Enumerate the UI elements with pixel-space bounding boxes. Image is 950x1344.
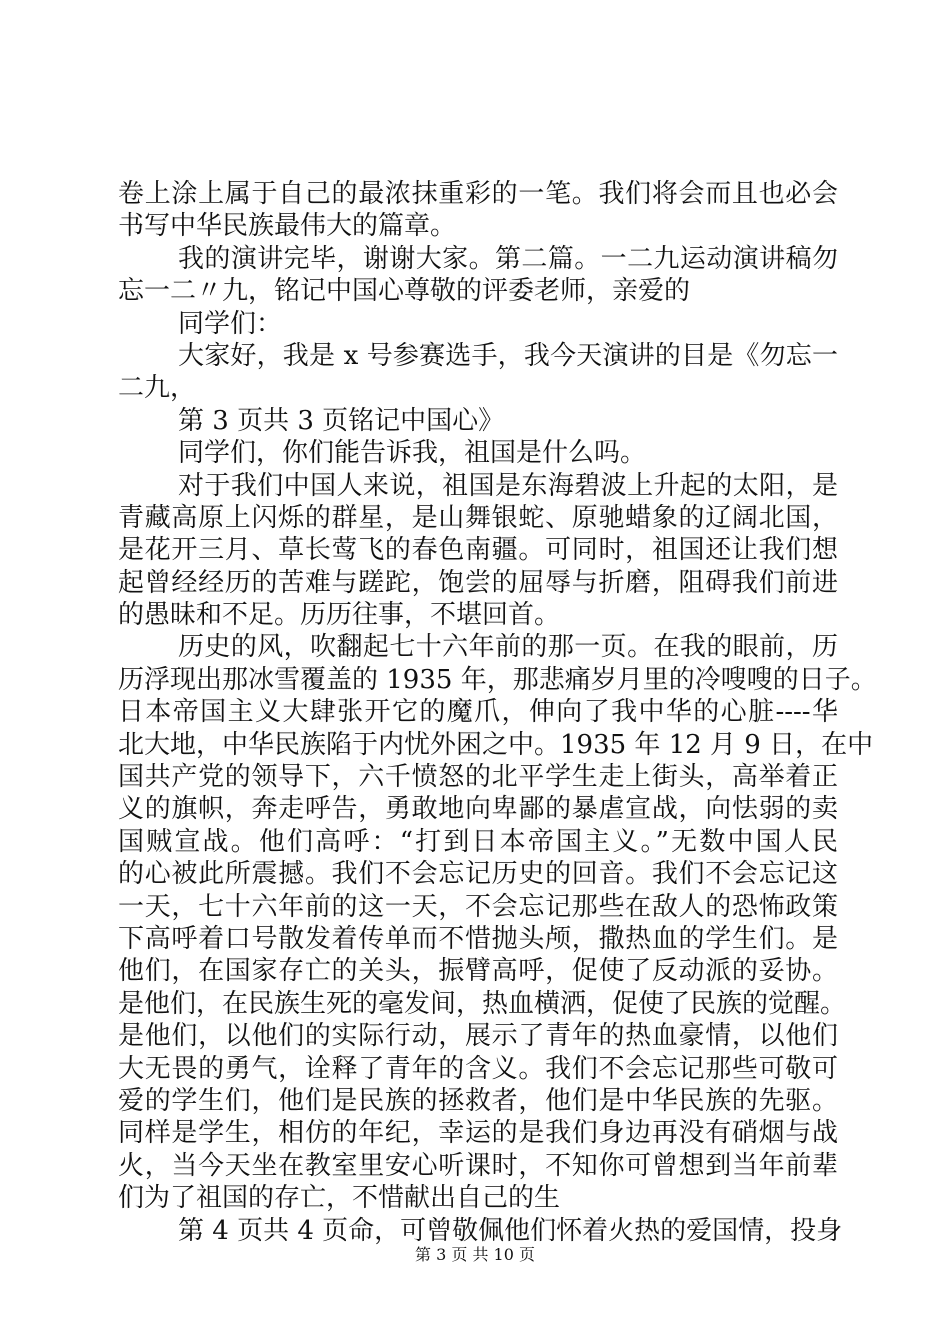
body-text-line: 是他们，以他们的实际行动，展示了青年的热血豪情，以他们 <box>118 1021 838 1052</box>
body-text-line: 第 4 页共 4 页命，可曾敬佩他们怀着火热的爱国情，投身 <box>178 1215 843 1246</box>
body-text-line: 国共产党的领导下，六千愤怒的北平学生走上街头，高举着正 <box>118 762 838 793</box>
body-text-line: 的心被此所震撼。我们不会忘记历史的回音。我们不会忘记这 <box>118 859 838 890</box>
body-text-line: 同学们： <box>178 308 283 339</box>
body-text-line: 义的旗帜，奔走呼告，勇敢地向卑鄙的暴虐宣战，向怯弱的卖 <box>118 794 838 825</box>
body-text-line: 的愚昧和不足。历历往事，不堪回首。 <box>118 600 561 631</box>
body-text-line: 下高呼着口号散发着传单而不惜抛头颅，撒热血的学生们。是 <box>118 923 838 954</box>
body-text-line: 历史的风，吹翻起七十六年前的那一页。在我的眼前，历 <box>178 632 838 663</box>
body-text-line: 是花开三月、草长莺飞的春色南疆。可同时，祖国还让我们想 <box>118 535 838 566</box>
body-text-line: 青藏高原上闪烁的群星，是山舞银蛇、原驰蜡象的辽阔北国， <box>118 502 838 533</box>
body-text-line: 对于我们中国人来说，祖国是东海碧波上升起的太阳，是 <box>178 470 838 501</box>
body-text-line: 我的演讲完毕，谢谢大家。第二篇。一二九运动演讲稿勿 <box>178 243 838 274</box>
body-text-line: 书写中华民族最伟大的篇章。 <box>118 211 457 242</box>
body-text-line: 二九， <box>118 373 197 404</box>
body-text-line: 国贼宣战。他们高呼：“打到日本帝国主义。”无数中国人民 <box>118 826 838 857</box>
body-text-line: 是他们，在民族生死的毫发间，热血横洒，促使了民族的觉醒。 <box>118 988 847 1019</box>
body-text-line: 忘一二〃九，铭记中国心尊敬的评委老师，亲爱的 <box>118 276 691 307</box>
document-body <box>118 178 877 1247</box>
body-text-line: 同样是学生，相仿的年纪，幸运的是我们身边再没有硝烟与战 <box>118 1118 838 1149</box>
body-text-line: 他们，在国家存亡的关头，振臂高呼，促使了反动派的妥协。 <box>118 956 838 987</box>
body-text-line: 火，当今天坐在教室里安心听课时，不知你可曾想到当年前辈 <box>118 1150 838 1181</box>
body-text-line: 同学们，你们能告诉我，祖国是什么吗。 <box>178 438 647 469</box>
body-text-line: 大家好，我是 x 号参赛选手，我今天演讲的目是《勿忘一 <box>178 340 838 371</box>
body-text-line: 一天，七十六年前的这一天，不会忘记那些在敌人的恐怖政策 <box>118 891 838 922</box>
body-text-line: 们为了祖国的存亡，不惜献出自己的生 <box>118 1183 561 1214</box>
body-text-line: 大无畏的勇气，诠释了青年的含义。我们不会忘记那些可敬可 <box>118 1053 838 1084</box>
body-text-line: 爱的学生们，他们是民族的拯救者，他们是中华民族的先驱。 <box>118 1085 838 1116</box>
body-text-line: 起曾经经历的苦难与蹉跎，饱尝的屈辱与折磨，阻碍我们前进 <box>118 567 838 598</box>
body-text-line: 卷上涂上属于自己的最浓抹重彩的一笔。我们将会而且也必会 <box>118 179 838 209</box>
page-footer: 第 3 页 共 10 页 <box>415 1245 535 1264</box>
body-text-line: 北大地，中华民族陷于内忧外困之中。1935 年 12 月 9 日，在中 <box>118 729 874 760</box>
body-text-line: 历浮现出那冰雪覆盖的 1935 年，那悲痛岁月里的冷嗖嗖的日子。 <box>118 664 877 695</box>
body-text-line: 日本帝国主义大肆张开它的魔爪，伸向了我中华的心脏----华 <box>118 697 838 728</box>
body-text-line: 第 3 页共 3 页铭记中国心》 <box>178 405 505 436</box>
